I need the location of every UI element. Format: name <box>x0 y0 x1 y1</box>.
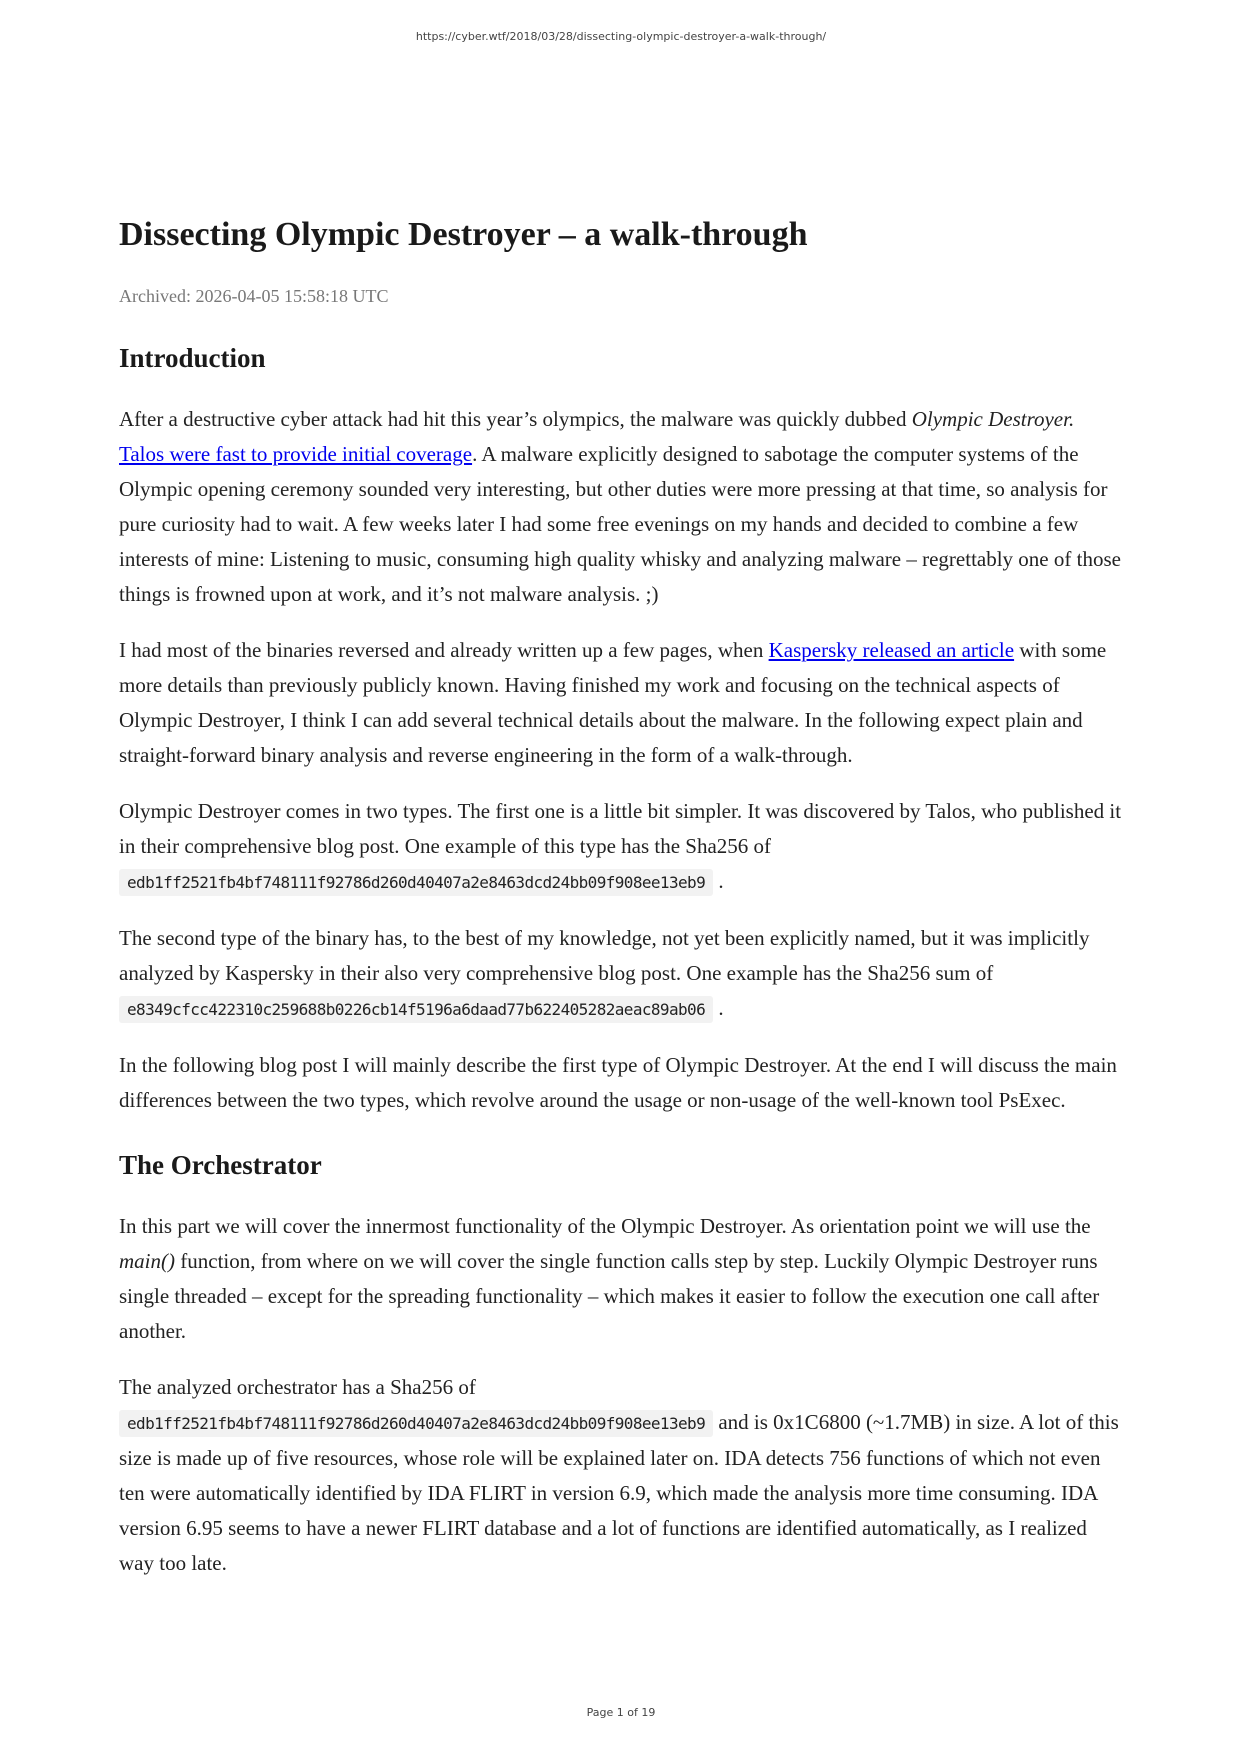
orchestrator-paragraph-1 <box>119 1209 1124 1349</box>
page-number: Page 1 of 19 <box>586 1706 656 1719</box>
heading-introduction: Introduction <box>119 343 266 373</box>
heading-orchestrator: The Orchestrator <box>119 1150 322 1180</box>
sha256-code: edb1ff2521fb4bf748111f92786d260d40407a2e8463dcd24bb09f908ee13eb9 <box>119 869 713 896</box>
text: . <box>713 996 724 1020</box>
intro-paragraph-1 <box>119 402 1124 612</box>
text: function, from where on we will cover the single function calls step by step. Luckily Olympic Destroyer runs single threaded – except for the spreading functionality – which makes it easier to follow the execution one call after another. <box>119 1249 1100 1343</box>
text: In this part we will cover the innermost functionality of the Olympic Destroyer. As orientation point we will use the <box>119 1214 1091 1238</box>
page-url-header: https://cyber.wtf/2018/03/28/dissecting-olympic-destroyer-a-walk-through/ <box>415 30 827 43</box>
text: I had most of the binaries reversed and already written up a few pages, when <box>119 638 769 662</box>
text: and is 0x1C6800 (~1.7MB) in size. A lot of this size is made up of five resources, whose role will be explained later on. IDA detects 756 functions of which not even ten were automatically identified by IDA FLIRT in version 6.9, which made the analysis more time consuming. IDA version 6.95 seems to have a newer FLIRT database and a lot of functions are identified automatically, as I realized way too late. <box>119 1410 1119 1575</box>
intro-paragraph-2 <box>119 633 1124 773</box>
sha256-code: edb1ff2521fb4bf748111f92786d260d40407a2e8463dcd24bb09f908ee13eb9 <box>119 1410 713 1437</box>
article <box>119 214 1124 1581</box>
emphasis-olympic-destroyer: Olympic Destroyer. <box>911 407 1075 431</box>
intro-paragraph-4 <box>119 921 1124 1027</box>
text: . A malware explicitly designed to sabotage the computer systems of the Olympic opening ceremony sounded very interesting, but other duties were more pressing at that time, so analysis for pure curiosity had to wait. A few weeks later I had some free evenings on my hands and decided to combine a few interests of mine: Listening to music, consuming high quality whisky and analyzing malware – regrettably one of those things is frowned upon at work, and it’s not malware analysis. ;) <box>119 442 1121 606</box>
text: Olympic Destroyer comes in two types. The first one is a little bit simpler. It was discovered by Talos, who published it in their comprehensive blog post. One example of this type has the Sha256 of <box>119 799 1122 858</box>
text: After a destructive cyber attack had hit this year’s olympics, the malware was quickly dubbed <box>119 407 912 431</box>
sha256-code: e8349cfcc422310c259688b0226cb14f5196a6daad77b622405282aeac89ab06 <box>119 996 713 1023</box>
page-title: Dissecting Olympic Destroyer – a walk-through <box>119 216 808 253</box>
text: The analyzed orchestrator has a Sha256 of <box>119 1375 476 1399</box>
orchestrator-paragraph-2 <box>119 1370 1124 1581</box>
text: with some more details than previously publicly known. Having finished my work and focusing on the technical aspects of Olympic Destroyer, I think I can add several technical details about the malware. In the following expect plain and straight-forward binary analysis and reverse engineering in the form of a walk-through. <box>119 638 1107 767</box>
talos-coverage-link[interactable]: Talos were fast to provide initial coverage <box>119 442 473 466</box>
text: The second type of the binary has, to the best of my knowledge, not yet been explicitly named, but it was implicitly analyzed by Kaspersky in their also very comprehensive blog post. One example has the Sha256 sum of <box>119 926 1090 985</box>
text: . <box>713 869 724 893</box>
intro-paragraph-3 <box>119 794 1124 900</box>
archived-timestamp: Archived: 2026-04-05 15:58:18 UTC <box>119 286 389 306</box>
intro-paragraph-5: In the following blog post I will mainly describe the first type of Olympic Destroyer. At the end I will discuss the main differences between the two types, which revolve around the usage or non-usage of the well-known tool PsExec. <box>119 1053 1117 1112</box>
emphasis-main: main() <box>119 1249 175 1273</box>
kaspersky-article-link[interactable]: Kaspersky released an article <box>768 638 1015 662</box>
